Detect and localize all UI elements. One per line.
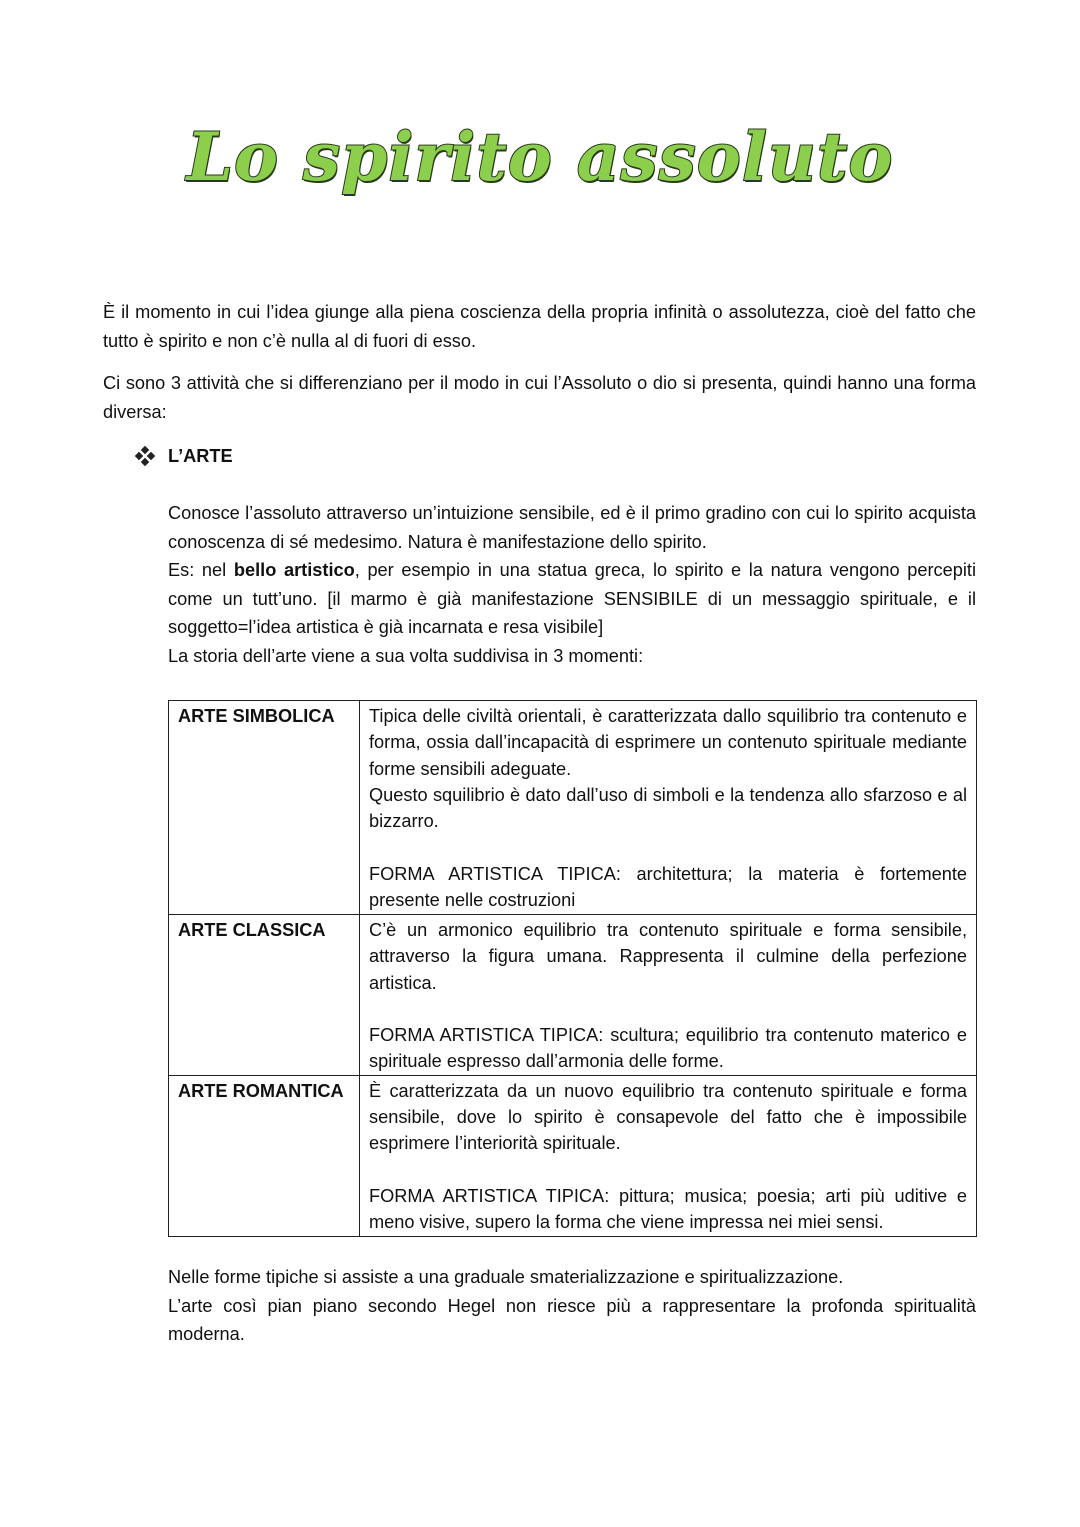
spacer [369, 834, 967, 860]
table-row [169, 701, 977, 915]
conclusion-line-1: Nelle forme tipiche si assiste a una graduale smaterializzazione e spiritualizzazione. [168, 1267, 844, 1287]
section-heading-arte [136, 442, 233, 470]
table-row [169, 915, 977, 1076]
row-text-1: C’è un armonico equilibrio tra contenuto spirituale e forma sensibile, attraverso la figura umana. Rappresenta il culmine della perfezione artistica. [369, 920, 967, 993]
row-forma: FORMA ARTISTICA TIPICA: architettura; la materia è fortemente presente nelle costruzioni [369, 863, 967, 911]
page-title: Lo spirito assoluto [186, 118, 894, 196]
conclusion [168, 1263, 976, 1349]
art-moments-table [168, 700, 977, 1237]
row-content [360, 701, 977, 915]
spacer [369, 1157, 967, 1183]
example-bold-term: bello artistico [233, 560, 355, 580]
intro-paragraph-2: Ci sono 3 attività che si differenziano per il modo in cui l’Assoluto o dio si presenta, quindi hanno una forma diversa: [103, 373, 976, 422]
row-text-1: Tipica delle civiltà orientali, è caratterizzata dallo squilibrio tra contenuto e forma, ossia dall’incapacità di esprimere un contenuto spirituale mediante forme sensibili adeguate. [369, 706, 967, 779]
table-row [169, 1075, 977, 1236]
row-text-2: Questo squilibrio è dato dall’uso di simboli e la tendenza allo sfarzoso e al bizzarro. [369, 784, 967, 832]
arte-description-line1: Conosce l’assoluto attraverso un’intuizione sensibile, ed è il primo gradino con cui lo spirito acquista conoscenza di sé medesimo. Natura è manifestazione dello spirito. [168, 503, 976, 552]
four-diamond-bullet-icon [136, 447, 154, 465]
spacer [369, 996, 967, 1022]
section-heading-label: L’ARTE [168, 446, 233, 466]
row-label: ARTE ROMANTICA [169, 1075, 360, 1236]
row-text-1: È caratterizzata da un nuovo equilibrio tra contenuto spirituale e forma sensibile, dove lo spirito è consapevole del fatto che è impossibile esprimere l’interiorità spirituale. [369, 1080, 967, 1154]
example-prefix: Es: nel [168, 560, 234, 580]
example-suffix: , per esempio in una statua greca, lo spirito e la natura vengono percepiti come un tutt’uno. [il marmo è già manifestazione SENSIBILE di un messaggio spirituale, e il soggetto=l’idea artistica è già incarnata e resa visibile] [168, 560, 977, 637]
row-content [360, 915, 977, 1076]
row-forma: FORMA ARTISTICA TIPICA: scultura; equilibrio tra contenuto materico e spirituale espresso dall’armonia delle forme. [369, 1025, 967, 1072]
row-forma: FORMA ARTISTICA TIPICA: pittura; musica; poesia; arti più uditive e meno visive, supero la forma che viene impressa nei miei sensi. [369, 1185, 967, 1233]
row-label: ARTE CLASSICA [169, 915, 360, 1076]
arte-example [168, 556, 976, 642]
arte-description-last: La storia dell’arte viene a sua volta suddivisa in 3 momenti: [168, 645, 644, 666]
conclusion-line-2: L’arte così pian piano secondo Hegel non riesce più a rappresentare la profonda spiritualità moderna. [168, 1295, 976, 1344]
row-label: ARTE SIMBOLICA [169, 701, 360, 915]
row-content [360, 1075, 977, 1236]
intro-paragraph-1: È il momento in cui l’idea giunge alla piena coscienza della propria infinità o assolutezza, cioè del fatto che tutto è spirito e non c’è nulla al di fuori di esso. [103, 302, 976, 351]
arte-description [168, 499, 976, 670]
